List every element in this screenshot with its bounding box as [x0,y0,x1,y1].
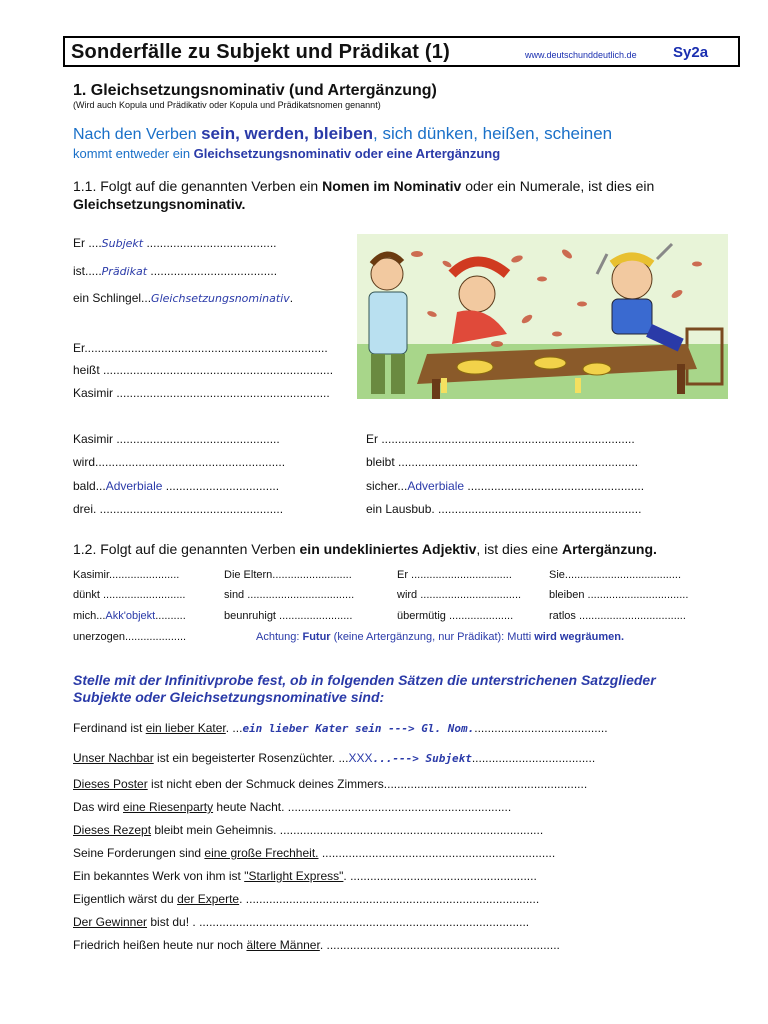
grid-cell: sind ................................... [224,589,355,601]
sentence-row [73,938,560,952]
section-title: 1. Gleichsetzungsnominativ (und Artergänzung) [73,82,437,99]
sentence-text: Seine Forderungen sind [73,846,205,860]
underlined-phrase: "Starlight Express" [244,869,344,883]
answer-blank: ............................................................ [387,777,588,791]
grid-cell: übermütig ..................... [397,610,514,622]
example1-row: Er ....Subjekt ....................................... [73,236,277,250]
grid-cell: bleiben ................................. [549,589,689,601]
grid-cell: Kasimir....................... [73,569,180,581]
underlined-phrase: ein lieber Kater [145,721,226,735]
sentence-row [73,892,539,906]
task-line-2: Subjekte oder Gleichsetzungsnominative sind: [73,689,385,705]
underlined-phrase: eine Riesenparty [123,800,214,814]
section-subtitle: (Wird auch Kopula und Prädikativ oder Kopula und Prädikatsnomen genannt) [73,100,381,110]
underlined-phrase: Dieses Poster [73,777,148,791]
sentence-row [73,915,529,929]
sentence-text: Ferdinand ist [73,721,146,735]
sentence-row [73,751,595,765]
sentence-text: Ein bekanntes Werk von ihm ist [73,869,245,883]
cartoon-drawing [357,234,728,399]
sentence-text: ist nicht eben der Schmuck deines Zimmers. [147,777,388,791]
cartoon-illustration [357,234,728,399]
answer-blank: ............................................................................... [279,823,544,837]
sentence-row [73,800,511,814]
grid-cell: dünkt ........................... [73,589,186,601]
example3-left-row: bald...Adverbiale .................................. [73,479,280,493]
answer-blank: ........................................................ [350,869,537,883]
example3-right-row: sicher...Adverbiale ..................................................... [366,479,645,493]
grid-cell: Die Eltern.......................... [224,569,352,581]
sentence-text: heute Nacht. [213,800,288,814]
answer-blank: ................................................................................................... [199,915,530,929]
underlined-phrase: ältere Männer [246,938,320,952]
sentence-row [73,823,543,837]
example3-left-row: wird......................................................... [73,455,286,469]
sentence-row [73,777,587,791]
sentence-text: . [239,892,246,906]
grid-cell: wird ................................. [397,589,522,601]
example1-row: ein Schlingel...Gleichsetzungsnominativ. [73,291,294,305]
example3-left-row: Kasimir ................................................. [73,432,280,446]
underlined-phrase: eine große Frechheit. [204,846,319,860]
sentence-text: bist du! . [147,915,200,929]
example2-row: heißt ..................................................................... [73,363,334,377]
sentence-text: . [343,869,351,883]
grid-cell: beunruhigt ........................ [224,610,353,622]
sentence-text: ist ein begeisterter Rosenzüchter. ... [153,751,349,765]
answer-blank: ..................................... [471,751,596,765]
sentence-text: . [319,938,327,952]
answer-text: ein lieber Kater sein ---> Gl. Nom. [242,722,475,735]
intro-line-2: kommt entweder ein Gleichsetzungsnominativ oder eine Artergänzung [73,146,501,161]
underlined-phrase: Unser Nachbar [73,751,154,765]
example3-right-row: Er ............................................................................ [366,432,635,446]
intro-line-1: Nach den Verben sein, werden, bleiben, sich dünken, heißen, scheinen [73,124,613,143]
answer-text: ...---> Subjekt [372,752,472,765]
grid-cell: Er ................................. [397,569,512,581]
underlined-phrase: der Experte [177,892,240,906]
grid-cell: Sie...................................... [549,569,682,581]
answer-blank: ........................................................................................ [245,892,540,906]
example3-left-row: drei. ....................................................... [73,502,284,516]
example3-right-row: ein Lausbub. ............................................................. [366,502,642,516]
rule-1-2: 1.2. Folgt auf die genannten Verben ein undekliniertes Adjektiv, ist dies eine Artergänzung. [73,541,657,557]
futur-note: Achtung: Futur (keine Artergänzung, nur Prädikat): Mutti wird wegräumen. [256,631,625,643]
worksheet-code: Sy2a [673,44,709,61]
answer-blank: ................................................................... [287,800,512,814]
answer-blank: ...................................................................... [326,938,560,952]
grid-cell: ratlos ................................... [549,610,686,622]
sentence-text: Eigentlich wärst du [73,892,178,906]
sentence-text: . ... [225,721,243,735]
underlined-phrase: Der Gewinner [73,915,148,929]
task-line-1: Stelle mit der Infinitivprobe fest, ob in folgenden Sätzen die unterstrichenen Satzglieder [73,672,656,688]
sentence-row [73,721,608,735]
sentence-text: bleibt mein Geheimnis. [151,823,280,837]
grid-cell: unerzogen.................... [73,631,187,643]
rule-1-1-line1: 1.1. Folgt auf die genannten Verben ein Nomen im Nominativ oder ein Numerale, ist dies ein [73,178,655,194]
grid-cell: mich...Akk'objekt.......... [73,610,186,622]
answer-blank: ........................................ [474,721,608,735]
answer-text: XXX [348,751,373,765]
website-url[interactable]: www.deutschunddeutlich.de [525,50,637,60]
underlined-phrase: Dieses Rezept [73,823,152,837]
example3-right-row: bleibt ........................................................................ [366,455,639,469]
example2-row: Er......................................................................... [73,341,328,355]
sentence-row [73,869,537,883]
sentence-row [73,846,555,860]
answer-blank: ...................................................................... [321,846,556,860]
header-box [63,36,740,67]
page-title: Sonderfälle zu Subjekt und Prädikat (1) [71,41,450,63]
sentence-text: Das wird [73,800,124,814]
rule-1-1-line2: Gleichsetzungsnominativ. [73,196,246,212]
sentence-text: Friedrich heißen heute nur noch [73,938,247,952]
example1-row: ist.....Prädikat ...................................... [73,264,278,278]
example2-row: Kasimir ................................................................ [73,386,330,400]
